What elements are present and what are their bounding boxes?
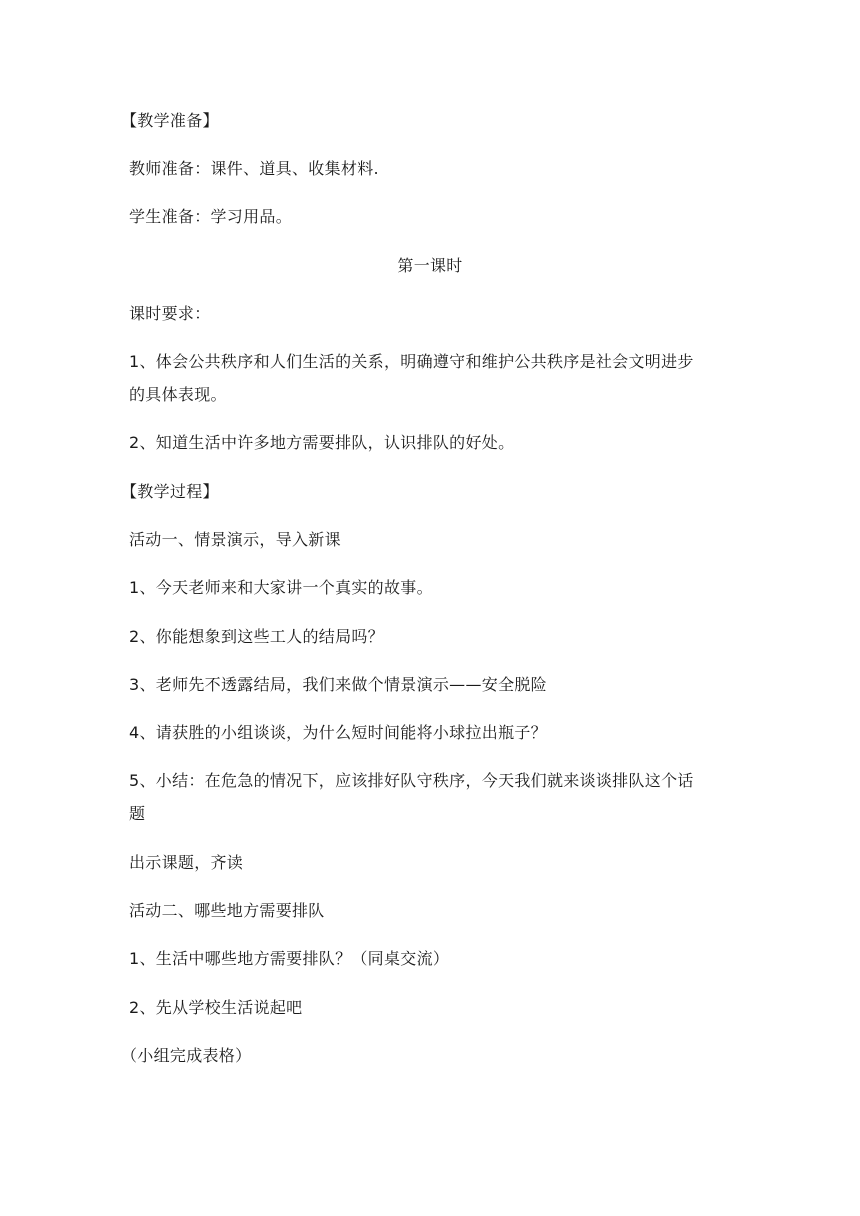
- activity-1-step-5-line-1: 5、小结：在危急的情况下，应该排好队守秩序，今天我们就来谈谈排队这个话: [129, 771, 694, 790]
- activity-2-step-2: 2、先从学校生活说起吧: [129, 998, 303, 1017]
- activity-2-step-1: 1、生活中哪些地方需要排队？（同桌交流）: [129, 949, 450, 968]
- show-topic: 出示课题，齐读: [129, 853, 244, 872]
- activity-2-heading: 活动二、哪些地方需要排队: [129, 901, 325, 920]
- activity-1-step-3: 3、老师先不透露结局，我们来做个情景演示——安全脱险: [129, 675, 547, 694]
- lesson-title: 第一课时: [397, 256, 463, 275]
- activity-1-heading: 活动一、情景演示，导入新课: [129, 530, 341, 549]
- requirement-1-line-1: 1、体会公共秩序和人们生活的关系，明确遵守和维护公共秩序是社会文明进步: [129, 352, 694, 371]
- section-heading-process: 【教学过程】: [121, 482, 219, 501]
- activity-1-step-1: 1、今天老师来和大家讲一个真实的故事。: [129, 578, 433, 597]
- lesson-requirements-label: 课时要求：: [129, 304, 211, 323]
- activity-1-step-4: 4、请获胜的小组谈谈，为什么短时间能将小球拉出瓶子？: [129, 723, 547, 742]
- teacher-preparation: 教师准备：课件、道具、收集材料.: [129, 159, 379, 178]
- group-table-note: （小组完成表格）: [121, 1046, 252, 1065]
- requirement-2: 2、知道生活中许多地方需要排队，认识排队的好处。: [129, 433, 515, 452]
- activity-1-step-2: 2、你能想象到这些工人的结局吗？: [129, 627, 384, 646]
- requirement-1-line-2: 的具体表现。: [129, 385, 227, 404]
- student-preparation: 学生准备：学习用品。: [129, 207, 293, 226]
- activity-1-step-5-line-2: 题: [129, 804, 146, 823]
- section-heading-preparation: 【教学准备】: [121, 111, 219, 130]
